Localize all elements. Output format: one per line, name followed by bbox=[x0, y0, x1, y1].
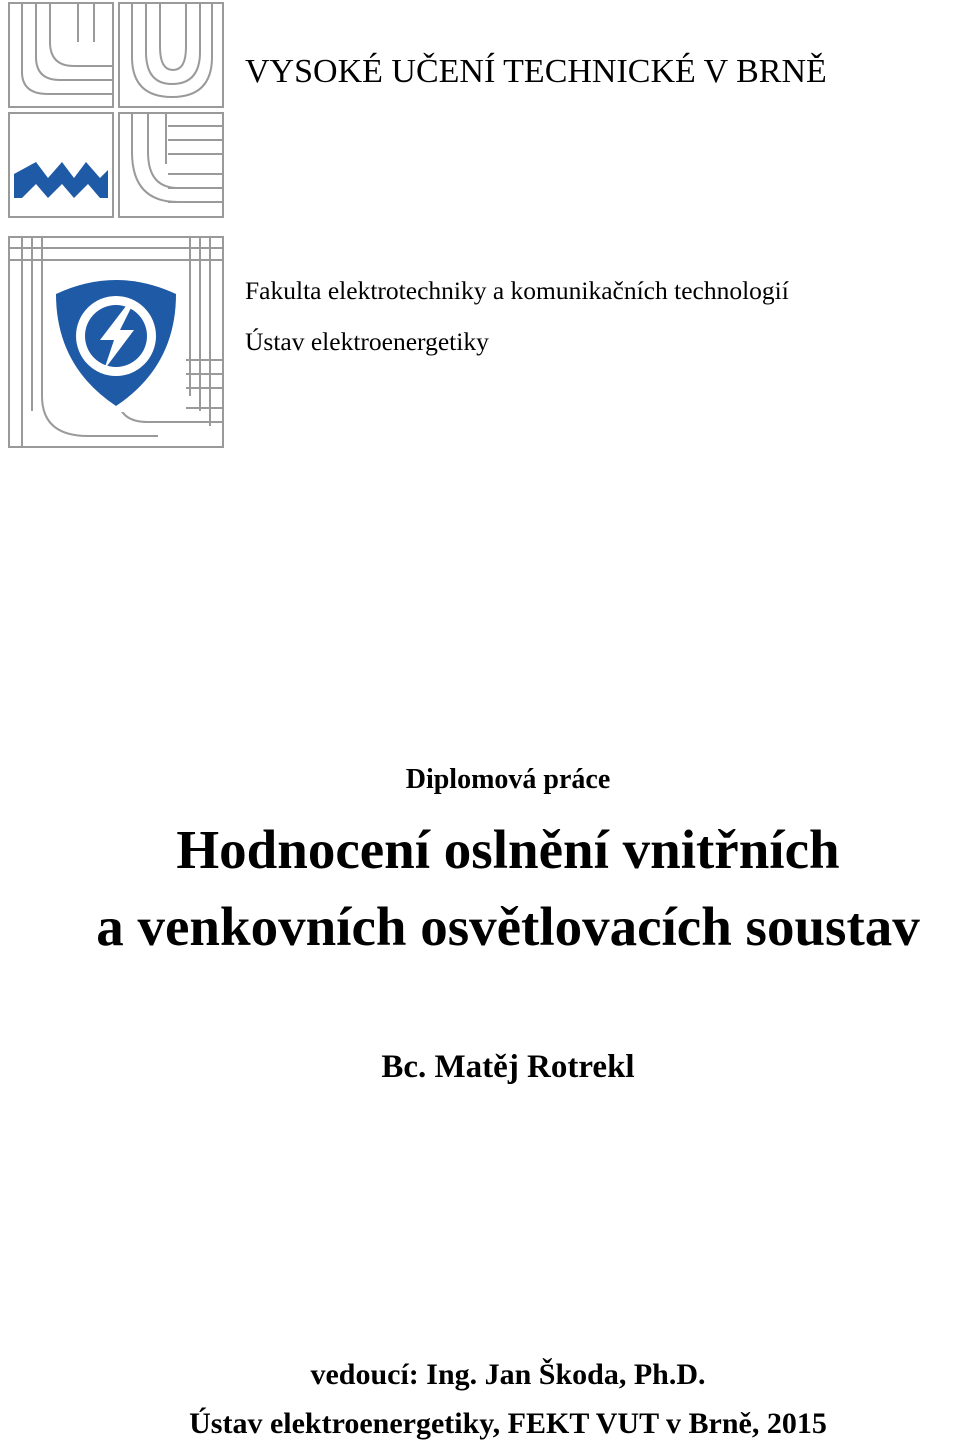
institution-year: Ústav elektroenergetiky, FEKT VUT v Brně, 2015 bbox=[189, 1407, 827, 1440]
thesis-type: Diplomová práce bbox=[405, 764, 611, 795]
university-name: VYSOKÉ UČENÍ TECHNICKÉ V BRNĚ bbox=[245, 53, 827, 90]
faculty-logo bbox=[8, 236, 224, 448]
faculty-name: Fakulta elektrotechniky a komunikačních technologií bbox=[245, 276, 789, 305]
author-name: Bc. Matěj Rotrekl bbox=[381, 1049, 635, 1085]
thesis-title-line-1: Hodnocení oslnění vnitřních bbox=[176, 819, 840, 880]
university-logo bbox=[8, 2, 224, 218]
fekt-shield-lightning-icon bbox=[8, 236, 224, 448]
department-name: Ústav elektroenergetiky bbox=[245, 327, 489, 356]
vut-logo-icon bbox=[8, 2, 224, 218]
thesis-title-line-2: a venkovních osvětlovacích soustav bbox=[96, 896, 920, 957]
supervisor: vedoucí: Ing. Jan Škoda, Ph.D. bbox=[310, 1358, 706, 1391]
